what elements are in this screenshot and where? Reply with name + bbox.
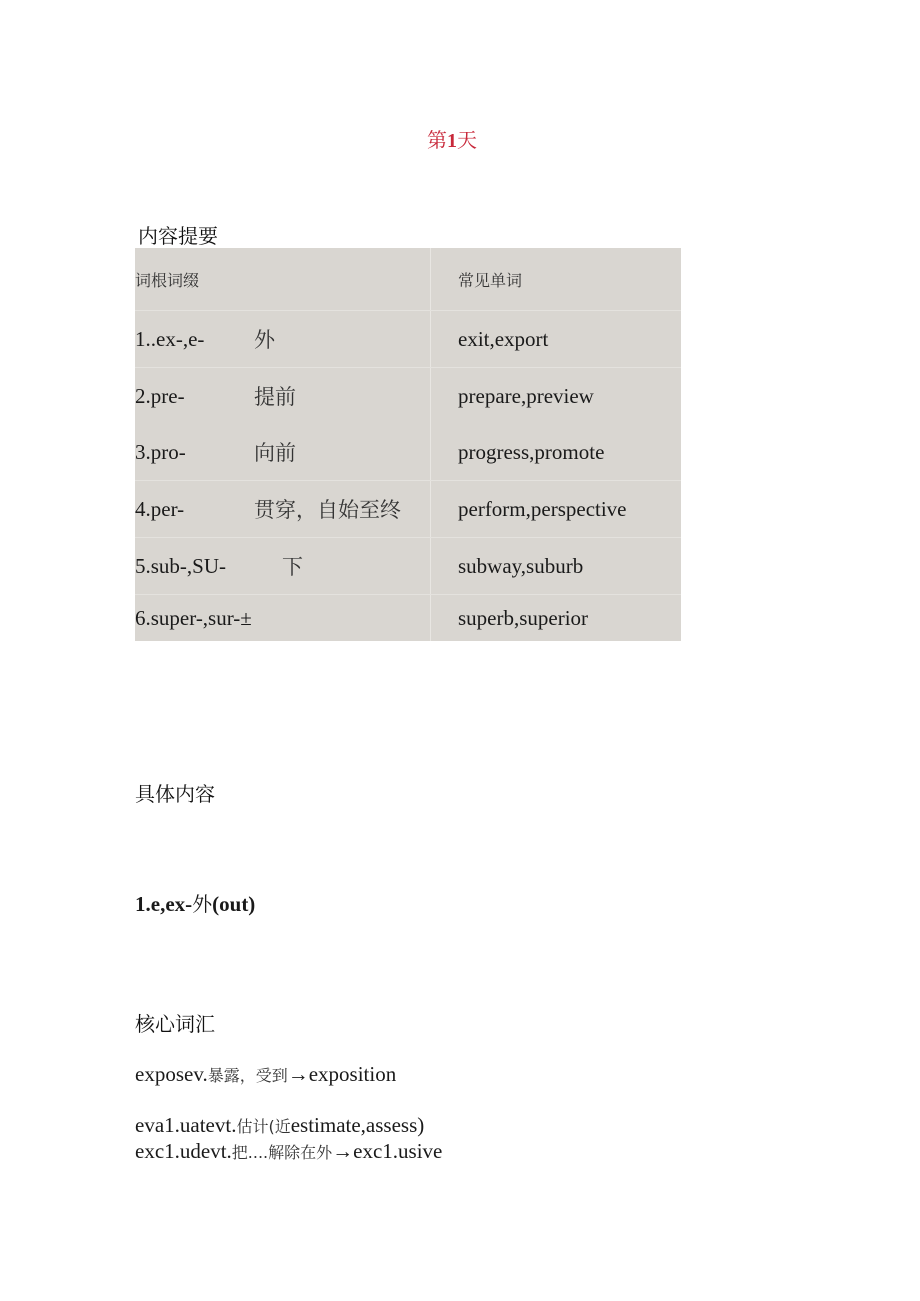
words-cell: subway,suburb bbox=[431, 538, 682, 595]
vocab-entry bbox=[135, 1062, 396, 1087]
column-header-meaning bbox=[254, 248, 431, 311]
table-row bbox=[135, 311, 681, 368]
vocab-related: estimate,assess) bbox=[290, 1113, 425, 1137]
table-row bbox=[135, 538, 681, 595]
words-cell: prepare,preview bbox=[458, 383, 594, 408]
vocab-meaning: 暴露，受到 bbox=[207, 1066, 288, 1085]
page-title bbox=[0, 124, 904, 153]
words-cell: perform,perspective bbox=[431, 481, 682, 538]
core-vocab-heading: 核心词汇 bbox=[135, 1012, 215, 1036]
root-cell: 5.sub-,SU- bbox=[135, 538, 254, 595]
root-cell: 1..ex-,e- bbox=[135, 311, 254, 368]
meaning-cell: 提前 bbox=[254, 368, 431, 425]
column-header-words: 常见单词 bbox=[431, 248, 682, 311]
words-cell: progress,promote bbox=[431, 424, 682, 481]
table-header-row bbox=[135, 248, 681, 311]
root-cell: 4.per- bbox=[135, 481, 254, 538]
root-title bbox=[135, 888, 255, 917]
page-title-number: 1 bbox=[447, 130, 457, 152]
column-header-root: 词根词缀 bbox=[135, 248, 254, 311]
vocab-entry bbox=[135, 1139, 442, 1164]
root-title-meaning: 外 bbox=[192, 892, 213, 916]
vocab-word: exposev. bbox=[135, 1062, 208, 1086]
root-cell: 6.super-,sur-± bbox=[135, 595, 431, 642]
summary-heading: 内容提要 bbox=[138, 224, 218, 248]
vocab-related: →exc1.usive bbox=[332, 1139, 443, 1163]
root-cell: 2.pre- bbox=[135, 383, 185, 408]
table-row bbox=[135, 595, 681, 642]
table-row bbox=[135, 424, 681, 481]
words-cell: exit,export bbox=[431, 311, 682, 368]
vocab-entry bbox=[135, 1113, 424, 1138]
meaning-cell: 下 bbox=[254, 538, 431, 595]
page-title-suffix: 天 bbox=[457, 128, 477, 152]
table-row bbox=[135, 368, 681, 425]
table-row bbox=[135, 481, 681, 538]
vocab-meaning: 估计(近 bbox=[236, 1117, 291, 1136]
root-cell: 3.pro- bbox=[135, 424, 254, 481]
vocab-word: exc1.udevt. bbox=[135, 1139, 232, 1163]
meaning-cell: 向前 bbox=[254, 424, 431, 481]
detail-heading: 具体内容 bbox=[135, 782, 215, 806]
words-cell: superb,superior bbox=[458, 605, 589, 630]
vocab-meaning: 把....解除在外 bbox=[231, 1143, 333, 1162]
meaning-cell: 贯穿，自始至终 bbox=[254, 481, 431, 538]
summary-table bbox=[135, 248, 681, 641]
vocab-related: →exposition bbox=[287, 1062, 397, 1086]
page-title-prefix: 第 bbox=[427, 128, 447, 152]
meaning-cell: 外 bbox=[254, 311, 431, 368]
root-title-prefix: 1.e,ex- bbox=[135, 892, 193, 916]
vocab-word: eva1.uatevt. bbox=[135, 1113, 237, 1137]
root-title-suffix: (out) bbox=[212, 892, 256, 916]
